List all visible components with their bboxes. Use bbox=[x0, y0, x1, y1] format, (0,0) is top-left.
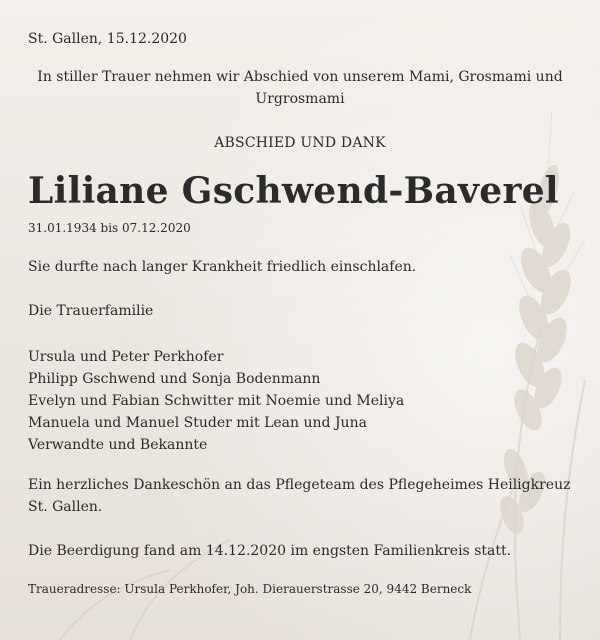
notice-heading: ABSCHIED UND DANK bbox=[214, 135, 386, 151]
intro-line-2: Urgrosmami bbox=[255, 91, 345, 107]
family-member: Verwandte und Bekannte bbox=[28, 437, 208, 453]
deceased-name: Liliane Gschwend-Baverel bbox=[28, 170, 559, 212]
family-member: Evelyn und Fabian Schwitter mit Noemie und Meliya bbox=[28, 393, 405, 409]
place-date: St. Gallen, 15.12.2020 bbox=[28, 31, 187, 47]
statement: Sie durfte nach langer Krankheit friedlich einschlafen. bbox=[28, 259, 417, 275]
intro-line-1: In stiller Trauer nehmen wir Abschied von unserem Mami, Grosmami und bbox=[37, 69, 563, 85]
intro-text bbox=[30, 66, 570, 110]
life-dates: 31.01.1934 bis 07.12.2020 bbox=[28, 221, 191, 235]
funeral-info: Die Beerdigung fand am 14.12.2020 im engsten Familienkreis statt. bbox=[28, 543, 512, 559]
thanks-text bbox=[28, 474, 570, 518]
family-member: Ursula und Peter Perkhofer bbox=[28, 349, 224, 365]
thanks-line-1: Ein herzliches Dankeschön an das Pflegeteam des Pflegeheimes Heiligkreuz bbox=[28, 477, 571, 493]
family-member: Manuela und Manuel Studer mit Lean und Juna bbox=[28, 415, 367, 431]
mourning-address: Traueradresse: Ursula Perkhofer, Joh. Dierauerstrasse 20, 9442 Berneck bbox=[28, 582, 472, 596]
thanks-line-2: St. Gallen. bbox=[28, 499, 103, 515]
family-list bbox=[28, 346, 404, 456]
family-label: Die Trauerfamilie bbox=[28, 303, 154, 319]
family-member: Philipp Gschwend und Sonja Bodenmann bbox=[28, 371, 321, 387]
